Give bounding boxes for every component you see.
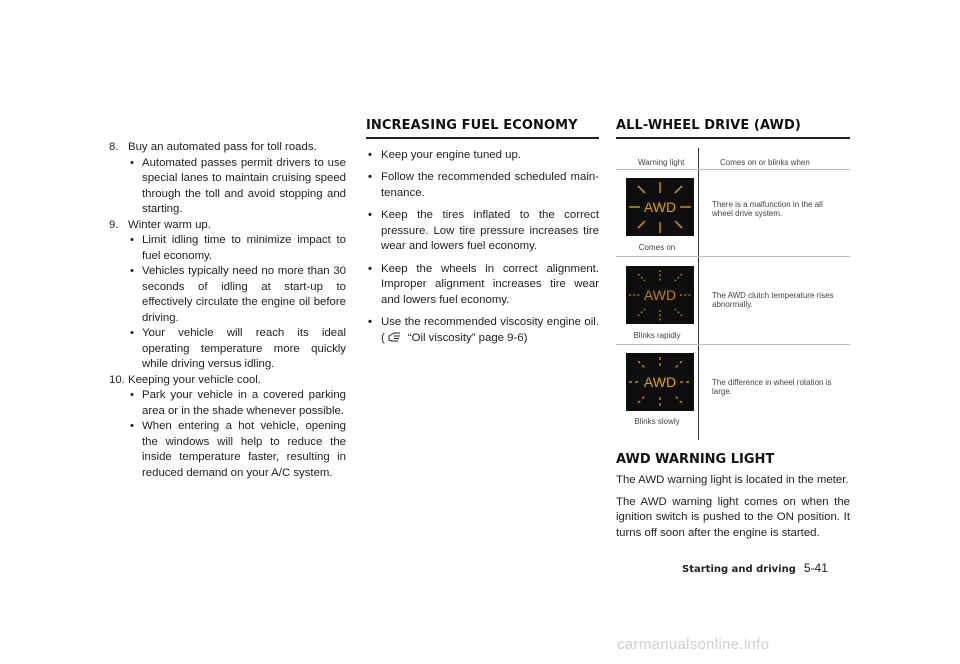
page-number: 5-41	[803, 561, 828, 575]
item-number: 9.	[109, 218, 119, 231]
subsection-title: AWD WARNING LIGHT	[616, 451, 775, 467]
table-rule	[616, 256, 850, 257]
sub-bullet-item	[109, 419, 346, 481]
list-item-text: Use the recommended viscosity engine oil. (	[381, 316, 599, 344]
list-item-text: Keep your engine tuned up.	[381, 148, 521, 161]
list-item	[366, 170, 599, 201]
bullet-icon: •	[130, 234, 134, 246]
lamp-text: AWD	[643, 286, 677, 303]
lamp-text: AWD	[643, 373, 677, 390]
sub-bullet-text: Vehicles typically need no more than 30 seconds of idling at start-up to effectively circulate the engine oil before driving.	[142, 265, 346, 324]
awd-section	[616, 118, 850, 547]
awd-warning-table	[616, 148, 850, 440]
list-item	[366, 148, 599, 164]
footer-section-name: Starting and driving	[682, 564, 796, 575]
lamp-state-label: Blinks slowly	[634, 416, 680, 426]
bullet-icon: •	[130, 156, 134, 169]
bullet-icon: •	[130, 389, 134, 401]
list-item-text: Keep the tires inflated to the correct pressure. Low tire pressure increases tire wear and lowers fuel economy.	[381, 209, 599, 252]
paragraph: The AWD warning light is located in the meter.	[616, 474, 849, 486]
paragraph: The AWD warning light comes on when the ignition switch is pushed to the ON position. It turns off soon after the engine is started.	[616, 495, 850, 539]
sub-bullet-text: Limit idling time to minimize impact to fuel economy.	[142, 234, 346, 262]
table-rule	[616, 344, 850, 345]
item-text: Keeping your vehicle cool.	[128, 373, 261, 386]
tips-column	[109, 140, 346, 481]
bullet-icon: •	[130, 265, 134, 277]
bullet-icon: •	[130, 420, 134, 432]
section-title: INCREASING FUEL ECONOMY	[366, 118, 599, 139]
table-rule	[616, 169, 850, 170]
awd-warning-lamp	[626, 266, 694, 324]
bullet-icon: •	[368, 262, 372, 275]
lamp-condition-text: The difference in wheel rotation is large.	[712, 377, 832, 396]
watermark: carmanualsonline.info	[617, 636, 770, 653]
section-title: ALL-WHEEL DRIVE (AWD)	[616, 118, 850, 139]
reference-link[interactable]: “Oil viscosity” page 9-6)	[407, 331, 528, 344]
lamp-condition-text: The AWD clutch temperature rises abnormally.	[712, 290, 834, 309]
sub-bullet-item	[109, 233, 346, 264]
bullet-icon: •	[368, 171, 372, 183]
lamp-condition-text: There is a malfunction in the all wheel drive system.	[712, 199, 823, 218]
table-header-warning-light: Warning light	[638, 157, 685, 167]
bullet-icon: •	[368, 148, 372, 161]
sub-bullet-text: Automated passes permit drivers to use special lanes to maintain cruising speed through the toll and avoid stopping and starting.	[142, 156, 346, 215]
table-header-condition: Comes on or blinks when	[720, 157, 810, 167]
reference-hand-icon	[388, 331, 402, 342]
list-item	[366, 262, 599, 309]
sub-bullet-text: Park your vehicle in a covered parking area or in the shade whenever possible.	[142, 389, 346, 417]
sub-bullet-item	[109, 156, 346, 218]
sub-bullet-text: Your vehicle will reach its ideal operating temperature more quickly while driving versus idling.	[142, 327, 346, 370]
table-divider	[698, 148, 699, 440]
list-item	[109, 218, 346, 234]
item-number: 10.	[109, 373, 125, 386]
list-item-text: Follow the recommended scheduled main-tenance.	[381, 171, 599, 199]
item-text: Buy an automated pass for toll roads.	[128, 141, 317, 153]
bullet-icon: •	[368, 209, 372, 221]
sub-bullet-item	[109, 388, 346, 419]
sub-bullet-text: When entering a hot vehicle, opening the windows will help to reduce the inside temperature faster, resulting in reduced demand on your A/C system.	[142, 420, 346, 479]
page-footer	[682, 561, 828, 575]
sub-bullet-item	[109, 326, 346, 373]
awd-warning-lamp	[626, 353, 694, 411]
bullet-icon: •	[368, 316, 372, 328]
fuel-economy-section	[366, 118, 599, 353]
item-text: Winter warm up.	[128, 218, 211, 231]
list-item	[366, 208, 599, 255]
lamp-text: AWD	[643, 198, 677, 215]
list-item	[109, 140, 346, 156]
list-item	[366, 315, 599, 346]
lamp-state-label: Comes on	[638, 242, 676, 252]
awd-warning-lamp	[626, 178, 694, 236]
lamp-state-label: Blinks rapidly	[633, 330, 681, 340]
item-number: 8.	[109, 141, 119, 153]
bullet-icon: •	[130, 327, 134, 339]
sub-bullet-item	[109, 264, 346, 326]
list-item-text: Keep the wheels in correct alignment. Improper alignment increases tire wear and lowers fuel economy.	[381, 262, 599, 306]
list-item	[109, 373, 346, 389]
